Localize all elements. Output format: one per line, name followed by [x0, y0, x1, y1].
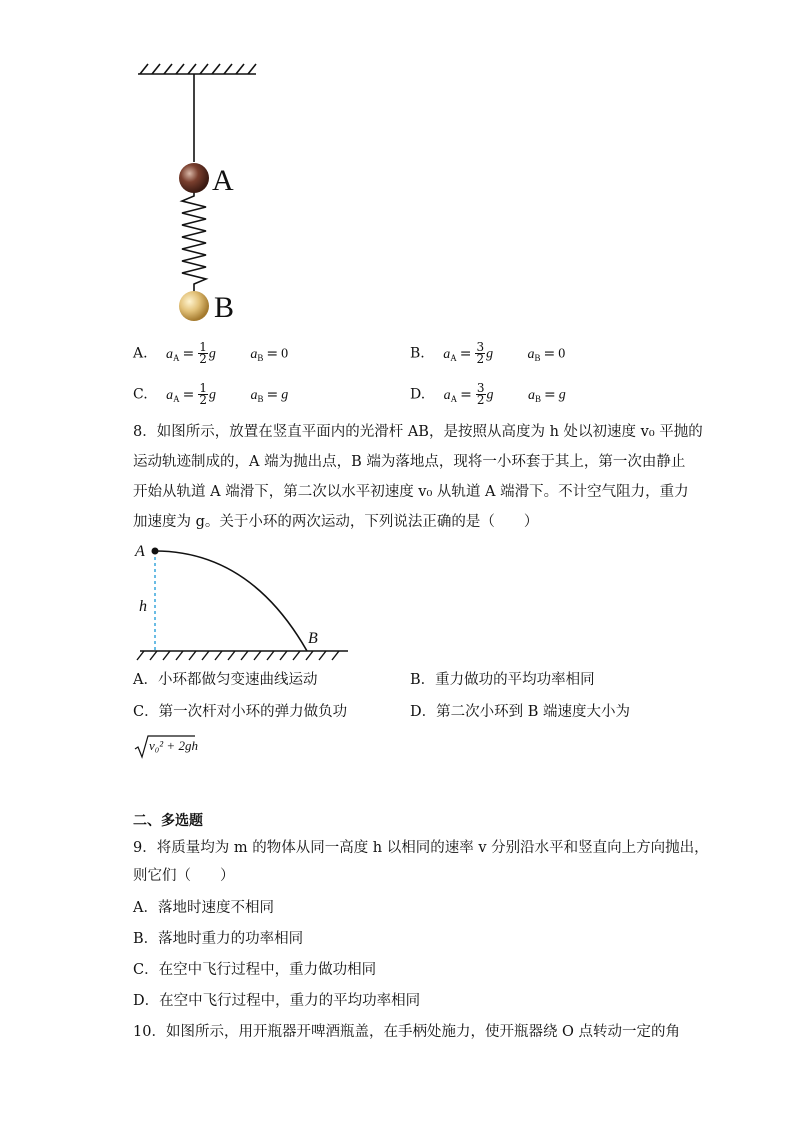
label-a: A — [212, 164, 234, 197]
label-b: B — [308, 630, 318, 647]
label-b: B — [214, 291, 235, 324]
trajectory-figure — [130, 538, 360, 666]
q10-line-1: 10．如图所示，用开瓶器开啤酒瓶盖，在手柄处施力，使开瓶器绕 O 点转动一定的角 — [133, 1024, 681, 1040]
q7-option-a[interactable]: A. $a_A$ = $\frac{1}{2}$ g $a_B = 0$ — [133, 340, 289, 366]
ground-hatch — [137, 651, 339, 660]
q8-option-a[interactable]: A．小环都做匀变速曲线运动 — [133, 672, 318, 688]
ceiling-hatch — [138, 64, 256, 74]
q9-option-d[interactable]: D．在空中飞行过程中，重力的平均功率相同 — [133, 993, 421, 1009]
q9-line-2: 则它们（ ） — [133, 868, 235, 884]
q8-line-2: 运动轨迹制成的，A 端为抛出点，B 端为落地点，现将一小环套于其上，第一次由静止 — [133, 454, 686, 470]
q9-option-b[interactable]: B．落地时重力的功率相同 — [133, 931, 304, 947]
spring-coil — [182, 192, 206, 294]
q8-line-3: 开始从轨道 A 端滑下，第二次以水平初速度 v₀ 从轨道 A 端滑下。不计空气阻力，重力 — [133, 484, 689, 500]
q9-option-a[interactable]: A．落地时速度不相同 — [133, 900, 274, 916]
q7-option-c[interactable]: C. $a_A$ = $\frac{1}{2}$ g $a_B = g$ — [133, 381, 289, 407]
ball-b — [179, 291, 209, 321]
section-title: 二、多选题 — [133, 813, 203, 829]
trajectory-curve — [155, 551, 307, 651]
q8-line-4: 加速度为 g。关于小环的两次运动，下列说法正确的是（ ） — [133, 514, 539, 530]
q7-option-b[interactable]: B. $a_A$ = $\frac{3}{2}$ g $a_B = 0$ — [410, 340, 566, 366]
point-a — [152, 548, 159, 555]
q8-option-b[interactable]: B．重力做功的平均功率相同 — [410, 672, 595, 688]
q7-option-d[interactable]: D. $a_A$ = $\frac{3}{2}$ g $a_B = g$ — [410, 381, 566, 407]
label-a: A — [135, 543, 145, 560]
q8-line-1: 8．如图所示，放置在竖直平面内的光滑杆 AB，是按照从高度为 h 处以初速度 v₀ 平抛的 — [133, 424, 703, 440]
spring-figure — [130, 62, 270, 332]
sqrt-content: v₀² + 2gh — [149, 738, 198, 753]
q9-line-1: 9．将质量均为 m 的物体从同一高度 h 以相同的速率 v 分别沿水平和竖直向上方向抛出， — [133, 840, 709, 856]
ball-a — [179, 163, 209, 193]
q8-option-d[interactable]: D．第二次小环到 B 端速度大小为 — [410, 704, 630, 720]
q9-option-c[interactable]: C．在空中飞行过程中，重力做功相同 — [133, 962, 377, 978]
label-h: h — [139, 598, 147, 615]
q8-option-c[interactable]: C．第一次杆对小环的弹力做负功 — [133, 704, 348, 720]
